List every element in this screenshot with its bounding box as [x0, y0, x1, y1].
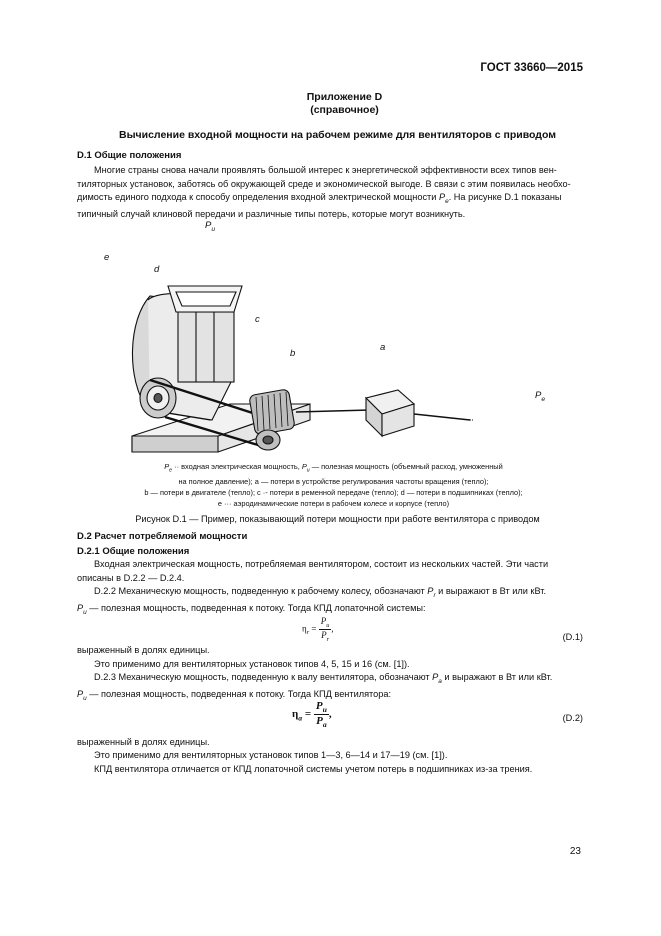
figure-legend — [0, 461, 661, 509]
d23-after2: Это применимо для вентиляторных установок типов 1—3, 6—14 и 17—19 (см. [1]). — [94, 750, 448, 760]
d1-line3: димость единого подхода к способу определения входной электрической мощности $P_e$. На рисунке D.1 показаны — [77, 192, 562, 205]
label-d: d — [154, 264, 160, 275]
equation-d2-number: (D.2) — [562, 713, 583, 723]
equation-d1-number: (D.1) — [562, 632, 583, 642]
d23-after1: выраженный в долях единицы. — [77, 737, 210, 747]
legend-line1: $P_e$ ·· входная электрическая мощность, $P_u$ — полезная мощность (объемный расход, умноженный — [164, 462, 503, 474]
section-heading: Вычисление входной мощности на рабочем режиме для вентиляторов с приводом — [118, 129, 556, 141]
label-pu: $P_u$ — [205, 220, 216, 233]
d21-line1: Входная электрическая мощность, потребляемая вентилятором, состоит из нескольких частей. Эти части — [94, 559, 549, 569]
appendix-title: Приложение D — [306, 91, 383, 103]
page-number: 23 — [569, 846, 581, 857]
d22-line2: $P_u$ — полезная мощность, подведенная к потоку. Тогда КПД лопаточной системы: — [77, 603, 426, 617]
d22-after2: Это применимо для вентиляторных установок типов 4, 5, 15 и 16 (см. [1]). — [94, 659, 410, 669]
d23-after3: КПД вентилятора отличается от КПД лопаточной системы учетом потерь в подшипниках из-за трения. — [94, 764, 533, 774]
d23-line2: $P_u$ — полезная мощность, подведенная к потоку. Тогда КПД вентилятора: — [77, 689, 392, 703]
d2-title: D.2 Расчет потребляемой мощности — [77, 531, 248, 542]
label-pe: $P_e$ — [535, 390, 546, 403]
equation-d2: $\eta_a$ = $\frac{P_u}{P_a}$ , — [292, 700, 332, 730]
appendix-subtitle: (справочное) — [310, 104, 379, 116]
d23-line1: D.2.3 Механическую мощность, подведенную к валу вентилятора, обозначают $P_a$ и выражают в Вт или кВт. — [94, 672, 553, 685]
d21-title: D.2.1 Общие положения — [77, 546, 190, 557]
d22-after1: выраженный в долях единицы. — [77, 645, 210, 655]
d22-line1: D.2.2 Механическую мощность, подведенную к рабочему колесу, обозначают $P_r$ и выражают в Вт или кВт. — [94, 586, 547, 599]
label-b: b — [290, 348, 296, 359]
d21-line2: описаны в D.2.2 — D.2.4. — [77, 572, 185, 583]
figure-caption: Рисунок D.1 — Пример, показывающий потери мощности при работе вентилятора с приводом — [135, 514, 540, 524]
legend-line4: e ··· аэродинамические потери в рабочем колесе и корпусе (тепло) — [217, 499, 450, 509]
label-a: a — [380, 342, 386, 353]
d1-title: D.1 Общие положения — [77, 150, 182, 161]
standard-number: ГОСТ 33660—2015 — [480, 62, 583, 74]
d1-line1: Многие страны снова начали проявлять большой интерес к энергетической эффективности всех типов вен- — [94, 165, 557, 175]
d21-paragraph — [77, 558, 585, 620]
legend-line3: b — потери в двигателе (тепло); c ·- потери в ременной передаче (тепло); d — потери в подшипниках (тепло); — [144, 488, 523, 498]
label-e: e — [104, 252, 110, 263]
label-c: c — [255, 314, 260, 325]
equation-d1: $\eta_r$ = $\frac{P_u}{P_r}$ , — [302, 616, 334, 643]
d1-line2: тиляторных установок, заботясь об окружающей среде и экономической выгоде. В связи с этим появилась необхо- — [77, 178, 571, 189]
d1-line4: типичный случай клиновой передачи и различные типы потерь, которые могут возникнуть. — [77, 209, 466, 220]
legend-line2: на полное давление); a — потери в устройстве регулирования частоты вращения (тепло); — [178, 477, 489, 487]
